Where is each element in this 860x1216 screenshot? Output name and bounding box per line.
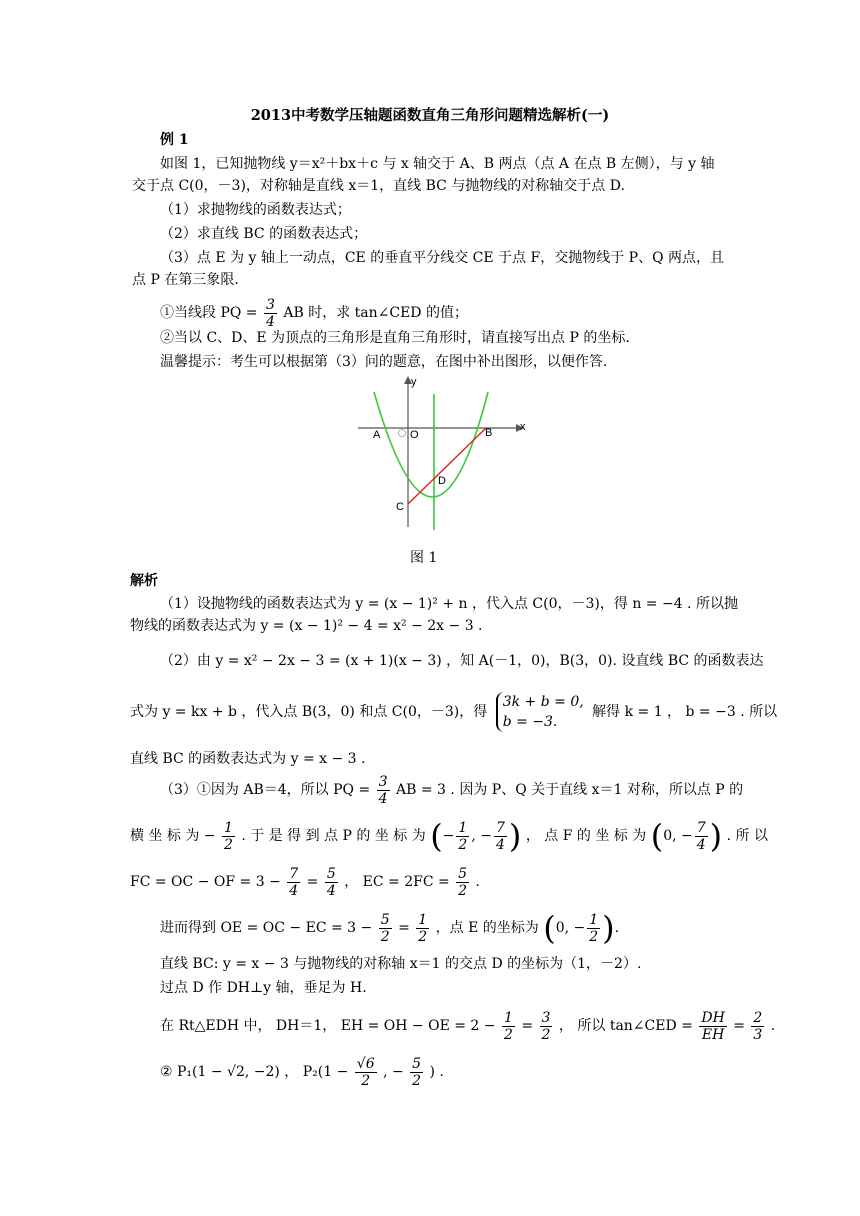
- fraction-sqrt6-2: $\frac{√6}{2}$: [356, 1055, 375, 1089]
- solution-3c: FC = OC − OF = 3 − $\frac{7}{4}$ = $\frac{5}{4}$ ， EC = 2FC = $\frac{5}{2}$ .: [130, 865, 480, 899]
- solution-3a: [160, 770, 743, 810]
- question-3b: 点 P 在第三象限.: [132, 272, 239, 288]
- fraction-2-3: $\frac{2}{3}$: [753, 1009, 763, 1043]
- solution-3e: 直线 BC: y = x − 3 与抛物线的对称轴 x＝1 的交点 D 的坐标为（1，－2）.: [160, 956, 642, 972]
- fraction-5-2b: $\frac{5}{2}$: [380, 911, 390, 945]
- solution-3b-mid1: . 于 是 得 到 点 P 的 坐 标 为: [241, 828, 426, 844]
- example-heading: 例 1: [160, 132, 189, 148]
- solution-3g-post: =: [733, 1018, 745, 1034]
- solution-3h-end: ) .: [429, 1064, 444, 1080]
- label-a: A: [373, 429, 381, 441]
- solution-3f: 过点 D 作 DH⊥y 轴，垂足为 H.: [160, 980, 367, 996]
- fraction-1-2d: $\frac{1}{2}$: [589, 911, 599, 945]
- solution-3g-pre: 在 Rt△EDH 中， DH＝1， EH = OH − OE = 2 −: [160, 1018, 496, 1034]
- solution-2b: [130, 690, 777, 734]
- hint-text: 温馨提示：考生可以根据第（3）问的题意，在图中补出图形，以便作答.: [160, 354, 608, 370]
- problem-line-1: 如图 1，已知抛物线 y＝x²＋bx＋c 与 x 轴交于 A、B 两点（点 A 在点 B 左侧），与 y 轴: [160, 156, 715, 172]
- question-3i-post: AB 时，求 tan∠CED 的值；: [283, 305, 468, 321]
- solution-3d-pre: 进而得到 OE = OC − EC = 3 −: [160, 920, 373, 936]
- fraction-1-2: $\frac{1}{2}$: [223, 819, 233, 853]
- solution-2b-pre: 式为 y = kx + b ，代入点 B(3，0) 和点 C(0，－3)，得: [130, 704, 488, 720]
- fraction-3-2: $\frac{3}{2}$: [541, 1009, 551, 1043]
- solution-2c: 直线 BC 的函数表达式为 y = x − 3 .: [130, 751, 366, 767]
- fraction-7-4: $\frac{7}{4}$: [495, 819, 505, 853]
- fraction-7-4c: $\frac{7}{4}$: [289, 865, 299, 899]
- solution-3h: [160, 1052, 444, 1092]
- question-3i: [160, 293, 468, 333]
- solution-3d: 进而得到 OE = OC − EC = 3 − $\frac{5}{2}$ = $\frac{1}{2}$ ，点 E 的坐标为 (0, − $\frac{1}{2}$ ).: [160, 909, 620, 947]
- solution-3d-post: ，点 E 的坐标为: [435, 920, 539, 936]
- solution-3g-mid: =: [521, 1018, 534, 1034]
- solution-3b-mid2: ， 点 F 的 坐 标 为: [525, 828, 647, 844]
- fraction-1-2b: $\frac{1}{2}$: [458, 819, 468, 853]
- fraction-5-2: $\frac{5}{2}$: [458, 865, 468, 899]
- fraction-7-4b: $\frac{7}{4}$: [696, 819, 706, 853]
- figure-1: [352, 372, 532, 532]
- question-3i-pre: ①当线段 PQ =: [160, 305, 258, 321]
- solution-3c-pre: FC = OC − OF = 3 −: [130, 874, 281, 890]
- label-x: x: [520, 421, 526, 433]
- question-3ii: ②当以 C、D、E 为顶点的三角形是直角三角形时，请直接写出点 P 的坐标.: [160, 330, 630, 346]
- solution-3c-mid2: ， EC = 2FC =: [344, 874, 450, 890]
- label-y: y: [411, 376, 417, 388]
- fraction-three-quarters: $\frac{3}{4}$: [265, 296, 275, 330]
- fraction-3-4: $\frac{3}{4}$: [378, 773, 388, 807]
- fraction-1-2e: $\frac{1}{2}$: [503, 1009, 513, 1043]
- label-c: C: [396, 501, 404, 513]
- solution-3b-post: . 所 以: [726, 828, 768, 844]
- fraction-1-2c: $\frac{1}{2}$: [418, 911, 428, 945]
- question-3a: （3）点 E 为 y 轴上一动点，CE 的垂直平分线交 CE 于点 F，交抛物线于 P、Q 两点，且: [160, 250, 725, 266]
- solution-3h-post: , −: [383, 1064, 404, 1080]
- solution-3b: 横 坐 标 为 − $\frac{1}{2}$ . 于 是 得 到 点 P 的 坐 标 为 (− $\frac{1}{2}$ , − $\frac{7}{4}$ ) ， 点 F 的 坐 标 为 (0, − $\frac{7}{4}$ ) . 所 以: [130, 817, 768, 855]
- fraction-5-4: $\frac{5}{4}$: [326, 865, 336, 899]
- solution-2a: （2）由 y = x² − 2x − 3 = (x + 1)(x − 3) ，知 A(－1，0)，B(3，0). 设直线 BC 的函数表达: [160, 653, 764, 669]
- solution-heading: 解析: [130, 573, 158, 589]
- solution-1b: 物线的函数表达式为 y = (x − 1)² − 4 = x² − 2x − 3 .: [130, 618, 483, 634]
- label-b: B: [485, 427, 493, 439]
- fraction-dh-eh: $\frac{DH}{EH}$: [701, 1009, 725, 1043]
- solution-3a-post: AB = 3 . 因为 P、Q 关于直线 x＝1 对称，所以点 P 的: [396, 782, 744, 798]
- solution-3c-mid: =: [306, 874, 319, 890]
- equation-system: 3k + b = 0, b = −3.: [496, 692, 584, 732]
- solution-2b-post: 解得 k = 1 ， b = −3 . 所以: [592, 704, 778, 720]
- question-2: （2）求直线 BC 的函数表达式；: [160, 226, 368, 242]
- page-title: 2013中考数学压轴题函数直角三角形问题精选解析(一): [250, 107, 610, 124]
- origin-circle: [399, 430, 406, 437]
- solution-3g-mid2: ， 所以 tan∠CED =: [558, 1018, 693, 1034]
- label-d: D: [438, 475, 446, 487]
- solution-1a: （1）设抛物线的函数表达式为 y = (x − 1)² + n ，代入点 C(0，－3)，得 n = −4 . 所以抛: [160, 596, 738, 612]
- fraction-5-2c: $\frac{5}{2}$: [412, 1055, 422, 1089]
- question-1: （1）求抛物线的函数表达式；: [160, 202, 351, 218]
- line-bc: [408, 428, 486, 504]
- label-o: O: [410, 429, 419, 441]
- solution-3g: 在 Rt△EDH 中， DH＝1， EH = OH − OE = 2 − $\frac{1}{2}$ = $\frac{3}{2}$ ， 所以 tan∠CED = $\frac{DH}{EH}$ = $\frac{2}{3}$ .: [160, 1009, 776, 1043]
- solution-3b-pre: 横 坐 标 为 −: [130, 828, 216, 844]
- problem-line-2: 交于点 C(0，－3)，对称轴是直线 x＝1，直线 BC 与抛物线的对称轴交于点 D.: [132, 178, 625, 194]
- solution-3d-mid: =: [398, 920, 410, 936]
- solution-3h-pre: ② P₁(1 − √2, −2) ， P₂(1 −: [160, 1064, 349, 1080]
- solution-3a-pre: （3）①因为 AB＝4，所以 PQ =: [160, 782, 371, 798]
- figure-caption: 图 1: [410, 550, 438, 566]
